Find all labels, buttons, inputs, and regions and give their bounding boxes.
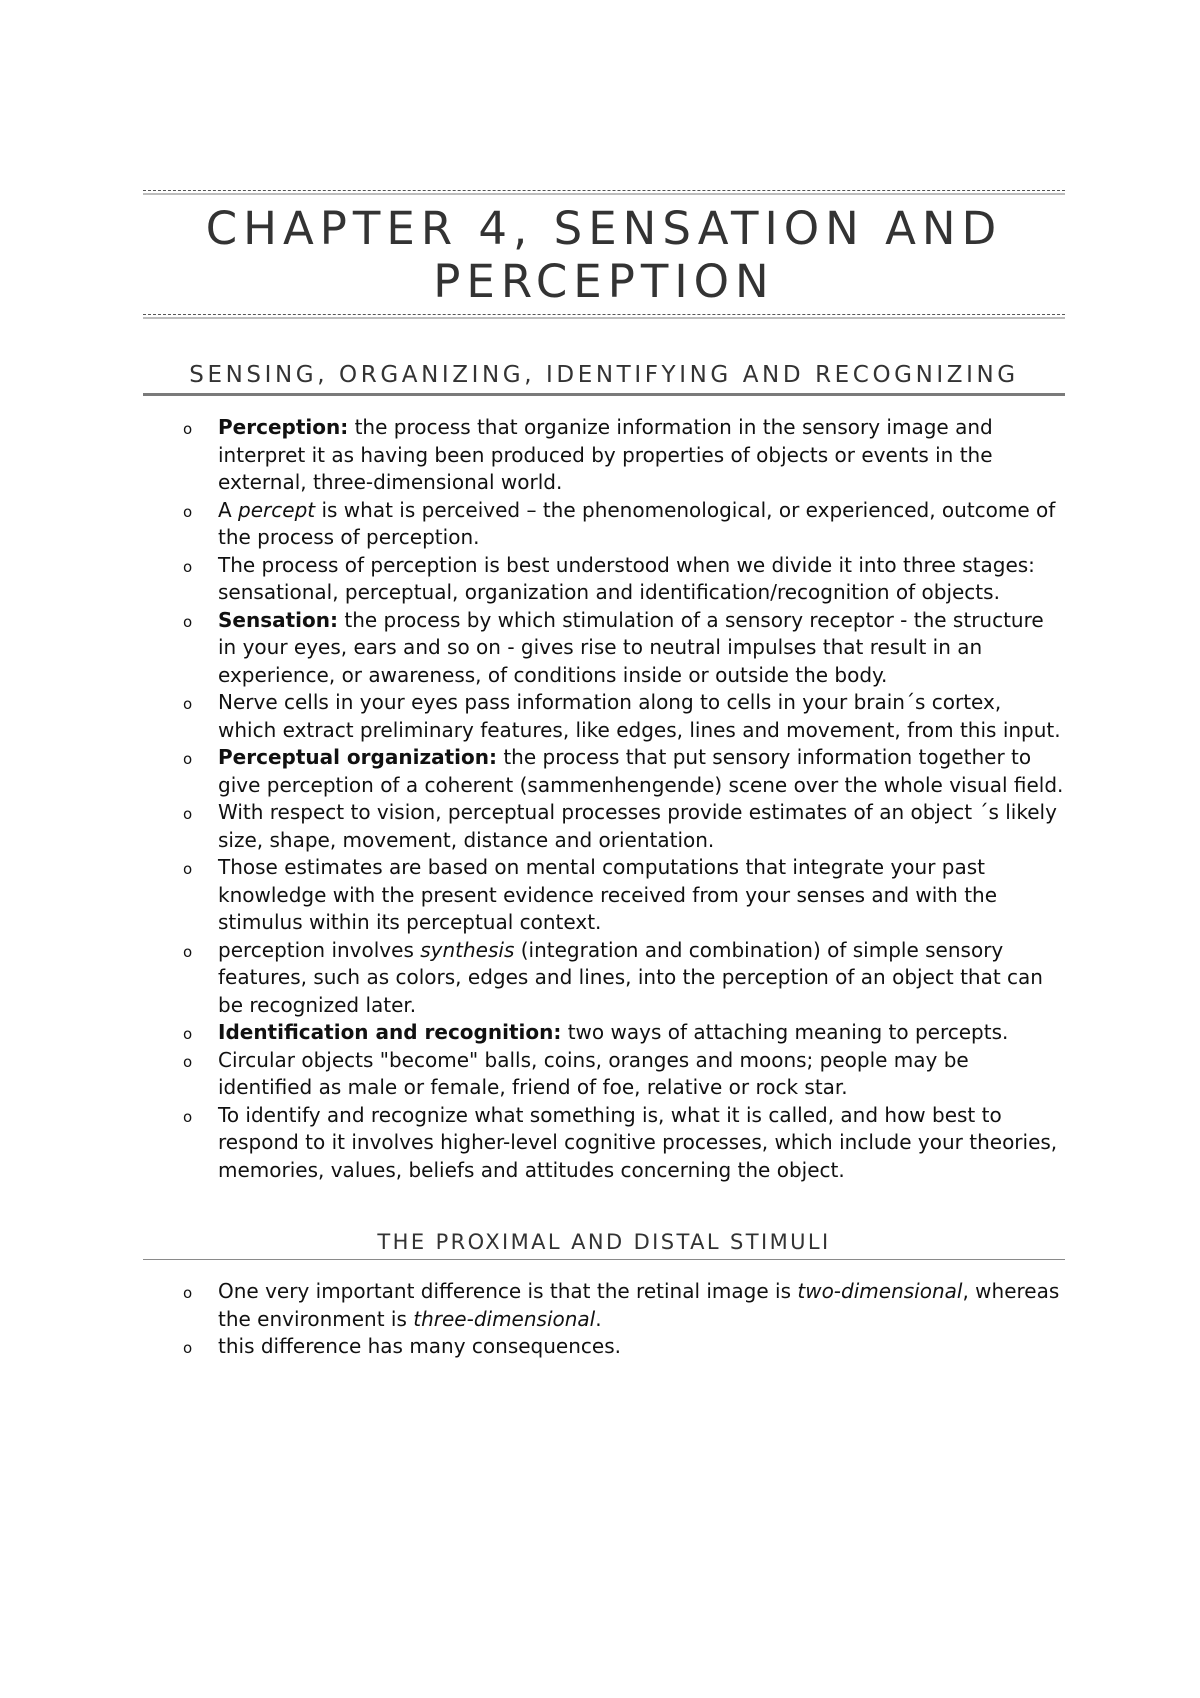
item-text: this difference has many consequences. <box>218 1334 621 1358</box>
bullet-icon: o <box>183 750 193 768</box>
list-item <box>143 744 1065 799</box>
bullet-icon: o <box>183 612 193 631</box>
list-item <box>143 552 1065 607</box>
list-item <box>143 1019 1065 1047</box>
bullet-icon: o <box>183 502 193 521</box>
chapter-bottom-rule <box>143 314 1065 320</box>
bullet-icon: o <box>183 420 193 438</box>
term-perceptual-organization: Perceptual organization: <box>218 745 497 769</box>
bullet-icon: o <box>183 805 193 823</box>
bullet-icon: o <box>183 860 193 878</box>
bullet-icon: o <box>183 1107 193 1126</box>
list-item <box>143 854 1065 937</box>
item-text: Circular objects "become" balls, coins, oranges and moons; people may be identified as male or female, friend of foe, relative or rock star. <box>218 1047 969 1099</box>
bullet-icon: o <box>183 1339 193 1357</box>
item-text: the process that put sensory information together to give perception of a coherent (sammenhengende) scene over the whole visual field. <box>218 745 1064 797</box>
bullet-icon: o <box>183 1025 193 1043</box>
list-item <box>143 1102 1065 1185</box>
item-text: (integration and combination) of simple sensory features, such as colors, edges and lines, into the perception of an object that can be recognized later. <box>218 937 1043 1017</box>
chapter-title-line-2: PERCEPTION <box>433 255 775 308</box>
term-perception: Perception: <box>218 415 349 439</box>
item-text-pre: One very important difference is that the retinal image is <box>218 1279 798 1303</box>
chapter-top-rule <box>143 190 1065 196</box>
list-item <box>143 414 1065 497</box>
item-text: , whereas the environment is <box>218 1279 1060 1331</box>
item-text: the process by which stimulation of a sensory receptor - the structure in your eyes, ears and so on - gives rise to neutral impulses that result in an experience, or awareness, of conditions inside or outside the body. <box>218 607 1044 687</box>
section-heading-proximal-distal: THE PROXIMAL AND DISTAL STIMULI <box>143 1230 1065 1260</box>
list-item <box>143 799 1065 854</box>
item-text-pre: perception involves <box>218 937 421 962</box>
list-item <box>143 937 1065 1020</box>
section-proximal-distal-list <box>143 1278 1065 1361</box>
list-item <box>143 607 1065 690</box>
emphasis-percept: percept <box>238 497 316 522</box>
chapter-title <box>143 202 1065 308</box>
term-sensation: Sensation: <box>218 607 338 632</box>
bullet-icon: o <box>183 942 193 961</box>
section-heading-sensing: SENSING, ORGANIZING, IDENTIFYING AND RECOGNIZING <box>143 362 1065 396</box>
item-text: Those estimates are based on mental computations that integrate your past knowledge with the present evidence received from your senses and with the stimulus within its perceptual context. <box>218 855 998 934</box>
list-item <box>143 497 1065 552</box>
bullet-icon: o <box>183 557 193 576</box>
item-text: To identify and recognize what something is, what it is called, and how best to respond to it involves higher-level cognitive processes, which include your theories, memories, values, beliefs and attitudes concerning the object. <box>218 1102 1058 1182</box>
bullet-icon: o <box>183 1284 193 1302</box>
list-item <box>143 689 1065 744</box>
chapter-title-line-1: CHAPTER 4, SENSATION AND <box>205 202 1003 255</box>
bullet-icon: o <box>183 695 193 713</box>
item-text: is what is perceived – the phenomenological, or experienced, outcome of the process of perception. <box>218 497 1056 549</box>
item-text: two ways of attaching meaning to percepts. <box>561 1020 1009 1044</box>
item-text: The process of perception is best understood when we divide it into three stages: sensational, perceptual, organization and identification/recognition of objects. <box>218 552 1035 604</box>
document-page <box>143 190 1065 1361</box>
item-text-pre: A <box>218 497 239 522</box>
item-text: With respect to vision, perceptual processes provide estimates of an object ´s likely size, shape, movement, distance and orientation. <box>218 800 1057 852</box>
bullet-icon: o <box>183 1052 193 1071</box>
item-text: Nerve cells in your eyes pass information along to cells in your brain´s cortex, which extract preliminary features, like edges, lines and movement, from this input. <box>218 690 1061 742</box>
emphasis-two-dimensional: two-dimensional <box>797 1279 963 1303</box>
list-item <box>143 1333 1065 1361</box>
list-item <box>143 1278 1065 1333</box>
term-identification-recognition: Identification and recognition: <box>218 1020 562 1044</box>
emphasis-synthesis: synthesis <box>420 937 515 962</box>
item-text-post: . <box>595 1306 602 1331</box>
section-sensing-list <box>143 414 1065 1184</box>
list-item <box>143 1047 1065 1102</box>
emphasis-three-dimensional: three-dimensional <box>413 1306 596 1331</box>
item-text: the process that organize information in the sensory image and interpret it as having been produced by properties of objects or events in the external, three-dimensional world. <box>218 415 993 494</box>
